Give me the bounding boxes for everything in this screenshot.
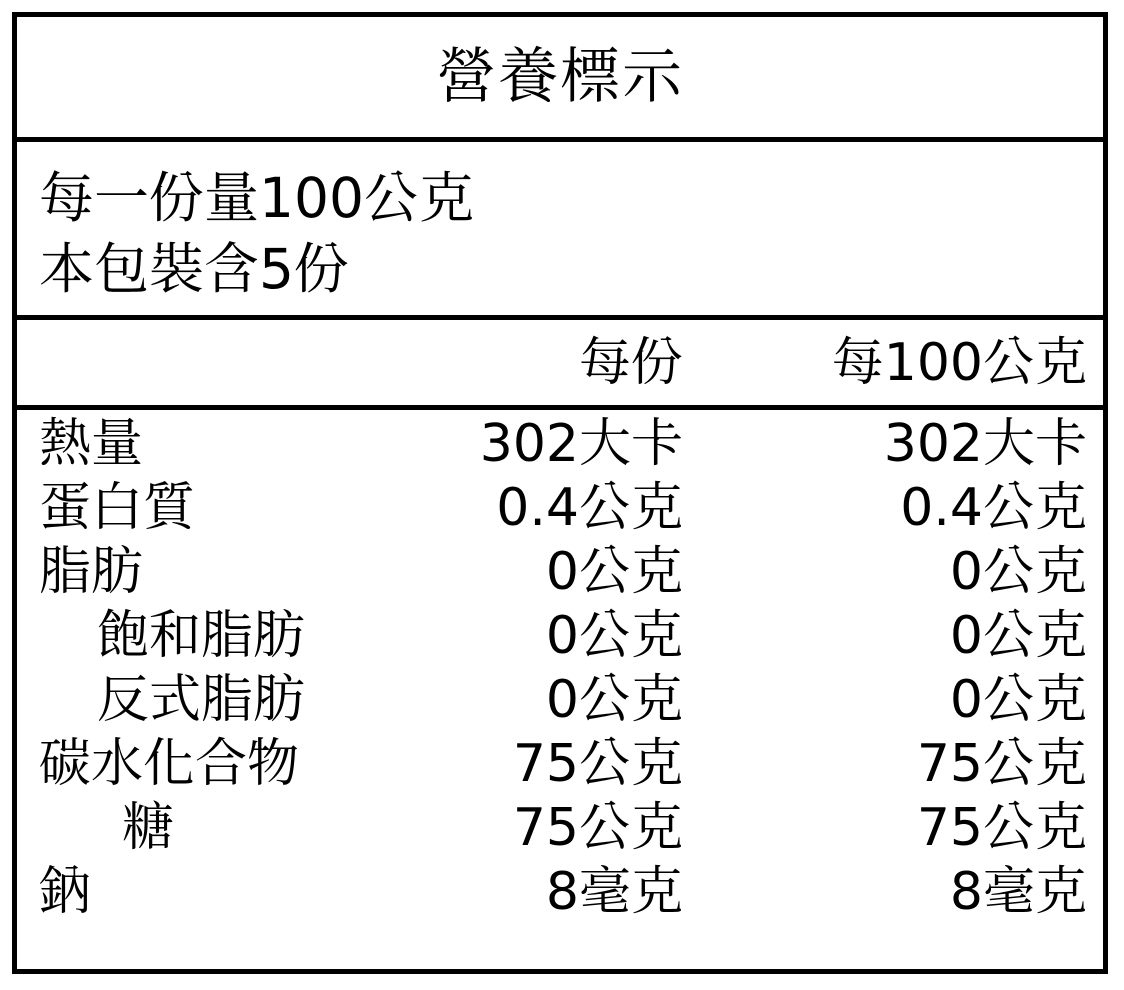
nutrient-value-per-serving: 75公克 xyxy=(512,798,683,858)
nutrient-value-per-100g: 0公克 xyxy=(949,606,1087,666)
nutrient-name: 飽和脂肪 xyxy=(97,606,306,666)
table-row xyxy=(17,798,1103,866)
table-row xyxy=(17,606,1103,674)
serving-size-text: 每一份量100公克 xyxy=(39,166,474,231)
nutrient-name: 熱量 xyxy=(39,414,144,474)
column-header-per-100g: 每100公克 xyxy=(831,332,1087,393)
nutrient-name: 碳水化合物 xyxy=(39,734,300,794)
table-row xyxy=(17,670,1103,738)
nutrient-value-per-serving: 0公克 xyxy=(545,606,683,666)
nutrient-value-per-serving: 8毫克 xyxy=(545,862,683,922)
nutrient-value-per-serving: 0.4公克 xyxy=(496,478,683,538)
page-title: 營養標示 xyxy=(436,42,684,112)
table-row xyxy=(17,478,1103,546)
nutrient-value-per-100g: 0.4公克 xyxy=(900,478,1087,538)
nutrient-name: 蛋白質 xyxy=(39,478,196,538)
servings-per-package-text: 本包裝含5份 xyxy=(39,236,349,301)
nutrient-value-per-serving: 0公克 xyxy=(545,542,683,602)
nutrient-value-per-100g: 75公克 xyxy=(916,798,1087,858)
nutrient-value-per-serving: 302大卡 xyxy=(479,414,683,474)
nutrient-name: 反式脂肪 xyxy=(97,670,306,730)
nutrient-value-per-100g: 75公克 xyxy=(916,734,1087,794)
table-row xyxy=(17,734,1103,802)
column-header-per-serving: 每份 xyxy=(578,332,683,393)
nutrient-value-per-serving: 0公克 xyxy=(545,670,683,730)
nutrient-table xyxy=(17,410,1103,969)
column-header-row xyxy=(17,320,1103,410)
nutrient-value-per-100g: 302大卡 xyxy=(883,414,1087,474)
serving-info-row xyxy=(17,142,1103,320)
nutrition-title-row xyxy=(17,17,1103,142)
table-row xyxy=(17,862,1103,930)
nutrition-facts-panel xyxy=(12,12,1108,974)
nutrient-value-per-100g: 8毫克 xyxy=(949,862,1087,922)
nutrient-name: 脂肪 xyxy=(39,542,144,602)
table-row xyxy=(17,414,1103,482)
nutrient-value-per-serving: 75公克 xyxy=(512,734,683,794)
table-row xyxy=(17,542,1103,610)
nutrient-value-per-100g: 0公克 xyxy=(949,542,1087,602)
nutrient-name: 鈉 xyxy=(39,862,92,922)
nutrient-name: 糖 xyxy=(122,798,175,858)
nutrient-value-per-100g: 0公克 xyxy=(949,670,1087,730)
